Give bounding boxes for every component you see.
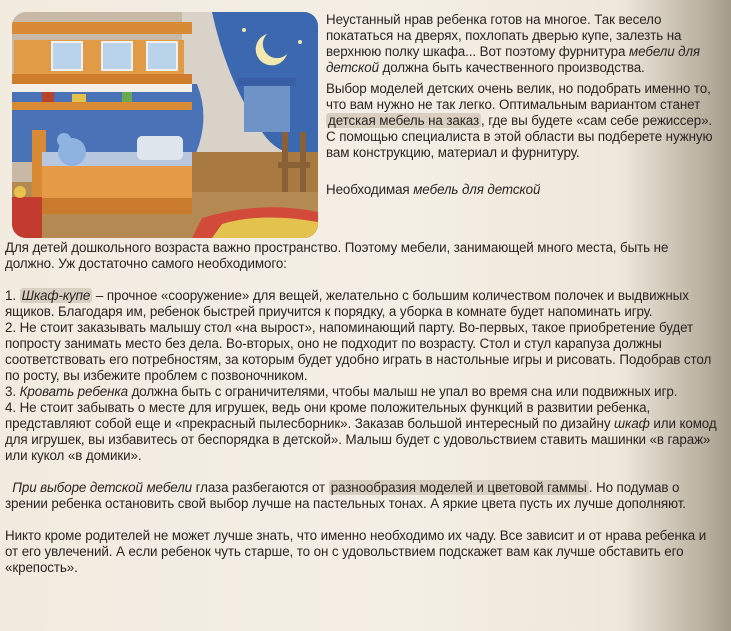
link-variety-models[interactable]: разнообразия моделей и цветовой гаммы (330, 480, 587, 495)
kids-room-photo (12, 12, 318, 238)
list-item-4 (5, 400, 721, 464)
list-item-2: 2. Не стоит заказывать малышу стол «на вырост», напоминающий парту. Во-первых, такое приобретение будет попросту занимать место без дела. Во-вторых, оно не подходит по возрасту. Стол и стул карапуза должны соответствовать его потребностям, за которым будет удобно играть в настольные игры и рисовать. Подобрав стол по росту, вы избежите проблем с позвоночником. (5, 320, 712, 383)
paragraph-choice-text: глаза разбегаются от (192, 480, 329, 495)
intro-text-1: Неустанный нрав ребенка готов на многое. Так весело покататься на дверях, похлопать дверью купе, залезть на верхнюю полку шкафа... Вот поэтому фурнитура (326, 12, 682, 59)
list-item-1 (5, 288, 721, 320)
lead-paragraph: Для детей дошкольного возраста важно пространство. Поэтому мебели, занимающей много места, быть не должно. Уж достаточно самого необходимого: (5, 240, 669, 271)
article-body (5, 240, 721, 576)
intro-paragraph-2 (326, 81, 720, 161)
link-custom-furniture[interactable]: детская мебель на заказ (328, 113, 480, 128)
list-item-4-end: или комод для игрушек, вы избавитесь от беспорядка в детской». Малыш будет с удовольствием ставить машинки «в гараж» или кукол «в домики». (5, 416, 717, 463)
link-cabinet[interactable]: шкаф (614, 416, 650, 431)
list-item-3 (5, 384, 721, 400)
link-children-furniture-2[interactable]: мебель для детской (413, 182, 541, 197)
intro-paragraph-1 (326, 12, 720, 76)
intro-text-2: Выбор моделей детских очень велик, но подобрать именно то, что вам нужно не так легко. Оптимальным вариантом станет (326, 81, 711, 112)
link-children-furniture[interactable]: мебели для детской (326, 44, 700, 75)
list-number: 1. (5, 288, 20, 303)
intro-text-3: Необходимая (326, 182, 414, 197)
intro-text-1-end: должна быть качественного производства. (378, 60, 645, 75)
paragraph-choice (5, 480, 721, 512)
intro-column (326, 12, 720, 203)
list-number: 3. (5, 384, 20, 399)
link-choosing-furniture[interactable]: При выборе детской мебели (12, 480, 193, 495)
link-child-bed[interactable]: Кровать ребенка (19, 384, 128, 399)
paragraph-parents: Никто кроме родителей не может лучше знать, что именно необходимо их чаду. Все зависит и от нрава ребенка и от его увлечений. А если ребенок чуть старше, то он с удовольствием подскажет вам как лучше обставить его «крепость». (5, 528, 707, 575)
link-wardrobe[interactable]: Шкаф-купе (21, 288, 91, 303)
list-item-3-text: должна быть с ограничителями, чтобы малыш не упал во время сна или подвижных игр. (127, 384, 678, 399)
kids-room-illustration (12, 12, 318, 238)
paragraph-choice-end: . Но подумав о зрении ребенка остановить свой выбор лучше на пастельных тонах. А яркие цвета пусть их лучше дополняют. (5, 480, 686, 511)
list-item-1-text: – прочное «сооружение» для вещей, желательно с большим количеством полочек и выдвижных ящиков. Благодаря им, ребенок быстрей приучится к порядку, а уборка в комнате будет напоминать игру. (5, 288, 689, 319)
intro-text-2-end: , где вы будете «сам себе режиссер». С помощью специалиста в этой области вы подберете нужную вам конструкцию, материал и фурнитуру. (326, 113, 713, 160)
intro-paragraph-3 (326, 182, 720, 198)
list-item-4-text: 4. Не стоит забывать о месте для игрушек, ведь они кроме положительных функций в развитии ребенка, представляют собой еще и «прекрасный пылесборник». Заказав большой интересный по дизайну (5, 400, 651, 431)
